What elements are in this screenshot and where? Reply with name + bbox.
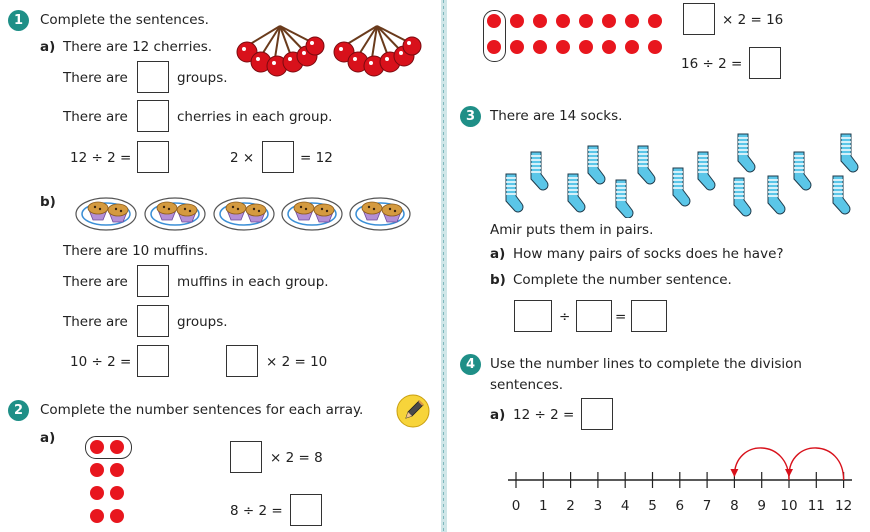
q1-eq1: 12 ÷ 2 = bbox=[70, 150, 132, 166]
array-dot bbox=[110, 463, 124, 477]
muffin-plate-icon bbox=[145, 198, 205, 230]
array-dot bbox=[110, 509, 124, 523]
number-line-label: 11 bbox=[807, 498, 825, 514]
answer-box[interactable] bbox=[137, 305, 169, 337]
array-dot bbox=[110, 486, 124, 500]
q4-number: 4 bbox=[460, 354, 481, 375]
q1-eq3: 10 ÷ 2 = bbox=[70, 354, 132, 370]
q1-line1-post: groups. bbox=[177, 70, 228, 86]
sock-icon bbox=[768, 176, 785, 214]
number-line-label: 1 bbox=[539, 498, 548, 514]
div-sign: ÷ bbox=[559, 309, 571, 325]
array-dot bbox=[648, 14, 662, 28]
q1-line3-post: muffins in each group. bbox=[177, 274, 329, 290]
array-dot bbox=[533, 40, 547, 54]
answer-box[interactable] bbox=[137, 100, 169, 132]
number-line-label: 5 bbox=[648, 498, 657, 514]
number-line-label: 10 bbox=[780, 498, 798, 514]
sock-icon bbox=[568, 174, 585, 212]
sock-icon bbox=[734, 178, 751, 216]
q2a-label: a) bbox=[40, 430, 56, 446]
answer-box[interactable] bbox=[226, 345, 258, 377]
sock-icon bbox=[841, 134, 858, 172]
array-dot bbox=[90, 440, 104, 454]
array-dot bbox=[556, 14, 570, 28]
sock-icon bbox=[673, 168, 690, 206]
q1-eq2-post: = 12 bbox=[300, 150, 333, 166]
q1-eq4-post: × 2 = 10 bbox=[266, 354, 328, 370]
q1b-label: b) bbox=[40, 194, 56, 210]
q1b-intro: There are 10 muffins. bbox=[63, 243, 209, 259]
q3b-text: Complete the number sentence. bbox=[513, 272, 732, 288]
q4a-label: a) bbox=[490, 407, 506, 423]
array-dot bbox=[510, 14, 524, 28]
answer-box[interactable] bbox=[581, 398, 613, 430]
q2-eq2: 8 ÷ 2 = bbox=[230, 503, 283, 519]
q1-eq2-pre: 2 × bbox=[230, 150, 255, 166]
sock-icon bbox=[738, 134, 755, 172]
q3-number: 3 bbox=[460, 106, 481, 127]
q1a-label: a) bbox=[40, 39, 56, 55]
answer-box[interactable] bbox=[514, 300, 552, 332]
array-dot bbox=[110, 440, 124, 454]
q3a-label: a) bbox=[490, 246, 506, 262]
array-dot bbox=[602, 40, 616, 54]
q1-line2-pre: There are bbox=[63, 109, 128, 125]
array-dot bbox=[90, 486, 104, 500]
muffin-plate-icon bbox=[214, 198, 274, 230]
array-dot bbox=[90, 509, 104, 523]
sock-icon bbox=[531, 152, 548, 190]
q1-line1-pre: There are bbox=[63, 70, 128, 86]
q4-title-line2: sentences. bbox=[490, 377, 564, 393]
array-dot bbox=[556, 40, 570, 54]
answer-box[interactable] bbox=[290, 494, 322, 526]
page-divider bbox=[441, 0, 447, 532]
sock-icon bbox=[794, 152, 811, 190]
answer-box[interactable] bbox=[137, 345, 169, 377]
sock-icon bbox=[616, 180, 633, 218]
q3-title: There are 14 socks. bbox=[490, 108, 623, 124]
q1-line3-pre: There are bbox=[63, 274, 128, 290]
answer-box[interactable] bbox=[230, 441, 262, 473]
q4-title-line1: Use the number lines to complete the division bbox=[490, 356, 802, 372]
q2-title: Complete the number sentences for each array. bbox=[40, 402, 364, 418]
q1-line2-post: cherries in each group. bbox=[177, 109, 333, 125]
answer-box[interactable] bbox=[262, 141, 294, 173]
answer-box[interactable] bbox=[137, 141, 169, 173]
q3a-text: How many pairs of socks does he have? bbox=[513, 246, 784, 262]
sock-icon bbox=[833, 176, 850, 214]
number-line-label: 12 bbox=[835, 498, 853, 514]
answer-box[interactable] bbox=[683, 3, 715, 35]
q1-line4-post: groups. bbox=[177, 314, 228, 330]
number-line-label: 9 bbox=[757, 498, 766, 514]
array-dot bbox=[648, 40, 662, 54]
array-dot bbox=[602, 14, 616, 28]
q1-number: 1 bbox=[8, 10, 29, 31]
answer-box[interactable] bbox=[749, 47, 781, 79]
q4a-eq: 12 ÷ 2 = bbox=[513, 407, 575, 423]
array-dot bbox=[487, 14, 501, 28]
q2-eq3-post: × 2 = 16 bbox=[722, 12, 784, 28]
q2-number: 2 bbox=[8, 400, 29, 421]
number-line-label: 8 bbox=[730, 498, 739, 514]
answer-box[interactable] bbox=[137, 265, 169, 297]
q2-eq4: 16 ÷ 2 = bbox=[681, 56, 743, 72]
muffin-plate-icon bbox=[76, 198, 136, 230]
number-line-label: 6 bbox=[675, 498, 685, 514]
array-dot bbox=[510, 40, 524, 54]
number-line-label: 7 bbox=[702, 498, 712, 514]
number-line-label: 3 bbox=[593, 498, 603, 514]
answer-box[interactable] bbox=[631, 300, 667, 332]
sock-icon bbox=[698, 152, 715, 190]
sock-icon bbox=[588, 146, 605, 184]
array-dot bbox=[533, 14, 547, 28]
q3-intro: Amir puts them in pairs. bbox=[490, 222, 654, 238]
array-dot bbox=[487, 40, 501, 54]
number-line bbox=[500, 436, 860, 516]
number-line-label: 2 bbox=[566, 498, 575, 514]
q3b-label: b) bbox=[490, 272, 506, 288]
sock-icon bbox=[638, 146, 655, 184]
muffin-plate-icon bbox=[282, 198, 342, 230]
q2-eq1-post: × 2 = 8 bbox=[270, 450, 323, 466]
answer-box[interactable] bbox=[137, 61, 169, 93]
cherry-bunch-icon bbox=[332, 22, 422, 80]
socks-illustration bbox=[495, 128, 865, 218]
array-dot bbox=[90, 463, 104, 477]
pencil-icon bbox=[396, 394, 430, 428]
muffin-plate-icon bbox=[350, 198, 410, 230]
number-line-label: 4 bbox=[620, 498, 630, 514]
array-dot bbox=[579, 14, 593, 28]
jump-arrowhead bbox=[730, 469, 738, 477]
q1-line4-pre: There are bbox=[63, 314, 128, 330]
answer-box[interactable] bbox=[576, 300, 612, 332]
array-dot bbox=[625, 40, 639, 54]
array-dot bbox=[625, 14, 639, 28]
number-line-label: 0 bbox=[511, 498, 521, 514]
array-dot bbox=[579, 40, 593, 54]
q1a-intro: There are 12 cherries. bbox=[63, 39, 213, 55]
muffin-plates bbox=[74, 190, 414, 236]
q1-title: Complete the sentences. bbox=[40, 12, 209, 28]
sock-icon bbox=[506, 174, 523, 212]
equals-sign: = bbox=[615, 309, 627, 325]
cherry-bunch-icon bbox=[235, 22, 325, 80]
